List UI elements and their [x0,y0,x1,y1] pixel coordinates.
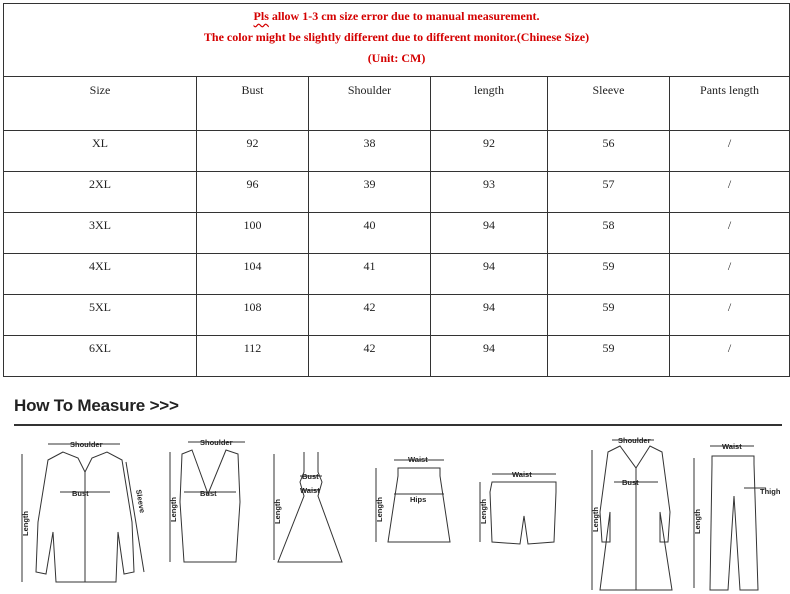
table-cell: 39 [309,172,431,213]
table-cell: / [670,336,790,377]
shirt-diagram [8,432,158,592]
table-row [4,295,790,336]
table-cell: 40 [309,213,431,254]
bust-label: Bust [302,472,319,481]
shoulder-label: Shoulder [618,436,651,445]
length-label: Length [479,499,488,524]
table-cell: 108 [197,295,309,336]
table-cell: 59 [548,254,670,295]
table-cell: 59 [548,295,670,336]
header-cell: Bust [197,77,309,131]
notice-line-1-text: allow 1-3 cm size error due to manual measurement. [268,9,540,23]
table-row [4,336,790,377]
table-cell: 2XL [4,172,197,213]
coat-diagram [580,432,680,594]
table-row [4,213,790,254]
table-row [4,172,790,213]
table-cell: 94 [431,295,548,336]
divider [14,424,782,426]
table-cell: 56 [548,131,670,172]
table-cell: 42 [309,295,431,336]
bust-label: Bust [72,489,89,498]
waist-label: Waist [512,470,532,479]
table-cell: / [670,295,790,336]
how-to-measure-text: How To Measure [14,396,146,415]
table-cell: 100 [197,213,309,254]
length-label: Length [169,497,178,522]
table-cell: 42 [309,336,431,377]
table-cell: 5XL [4,295,197,336]
table-cell: 93 [431,172,548,213]
thigh-label: Thigh [760,487,781,496]
notice-line-2: The color might be slightly different due to different monitor.(Chinese Size) [203,30,590,44]
table-cell: 6XL [4,336,197,377]
header-cell: length [431,77,548,131]
table-cell: 3XL [4,213,197,254]
length-label: Length [375,497,384,522]
table-cell: / [670,254,790,295]
table-row [4,131,790,172]
bust-label: Bust [200,489,217,498]
notice-line-3: (Unit: CM) [367,51,426,65]
table-cell: XL [4,131,197,172]
length-label: Length [591,507,600,532]
waist-label: Waist [300,486,320,495]
shoulder-label: Shoulder [70,440,103,449]
table-cell: 92 [431,131,548,172]
length-label: Length [273,499,282,524]
shoulder-label: Shoulder [200,438,233,447]
table-cell: 94 [431,336,548,377]
measurement-notice [4,4,790,77]
vest-diagram [160,432,255,592]
shorts-diagram [470,432,570,592]
header-cell: Sleeve [548,77,670,131]
table-cell: 4XL [4,254,197,295]
pants-diagram [684,432,784,594]
length-label: Length [693,509,702,534]
table-cell: 112 [197,336,309,377]
table-cell: / [670,131,790,172]
hips-label: Hips [410,495,427,504]
header-cell: Size [4,77,197,131]
table-cell: 96 [197,172,309,213]
notice-line-1 [4,6,789,27]
length-label: Length [21,511,30,536]
table-cell: 57 [548,172,670,213]
waist-label: Waist [408,455,428,464]
table-cell: 38 [309,131,431,172]
table-header-row [4,77,790,131]
table-cell: 94 [431,213,548,254]
sleeve-label: Sleeve [134,488,148,514]
table-cell: 58 [548,213,670,254]
table-row [4,254,790,295]
header-cell: Shoulder [309,77,431,131]
waist-label: Waist [722,442,742,451]
size-chart-table [3,3,790,377]
header-cell: Pants length [670,77,790,131]
skirt-diagram [364,432,464,592]
table-cell: 41 [309,254,431,295]
notice-prefix: Pls [253,9,269,23]
arrows-icon: >>> [149,396,179,415]
table-cell: 104 [197,254,309,295]
table-cell: 59 [548,336,670,377]
table-cell: / [670,172,790,213]
table-cell: 92 [197,131,309,172]
dress-diagram [264,432,354,592]
table-cell: / [670,213,790,254]
table-cell: 94 [431,254,548,295]
how-to-measure-title [14,396,179,416]
bust-label: Bust [622,478,639,487]
